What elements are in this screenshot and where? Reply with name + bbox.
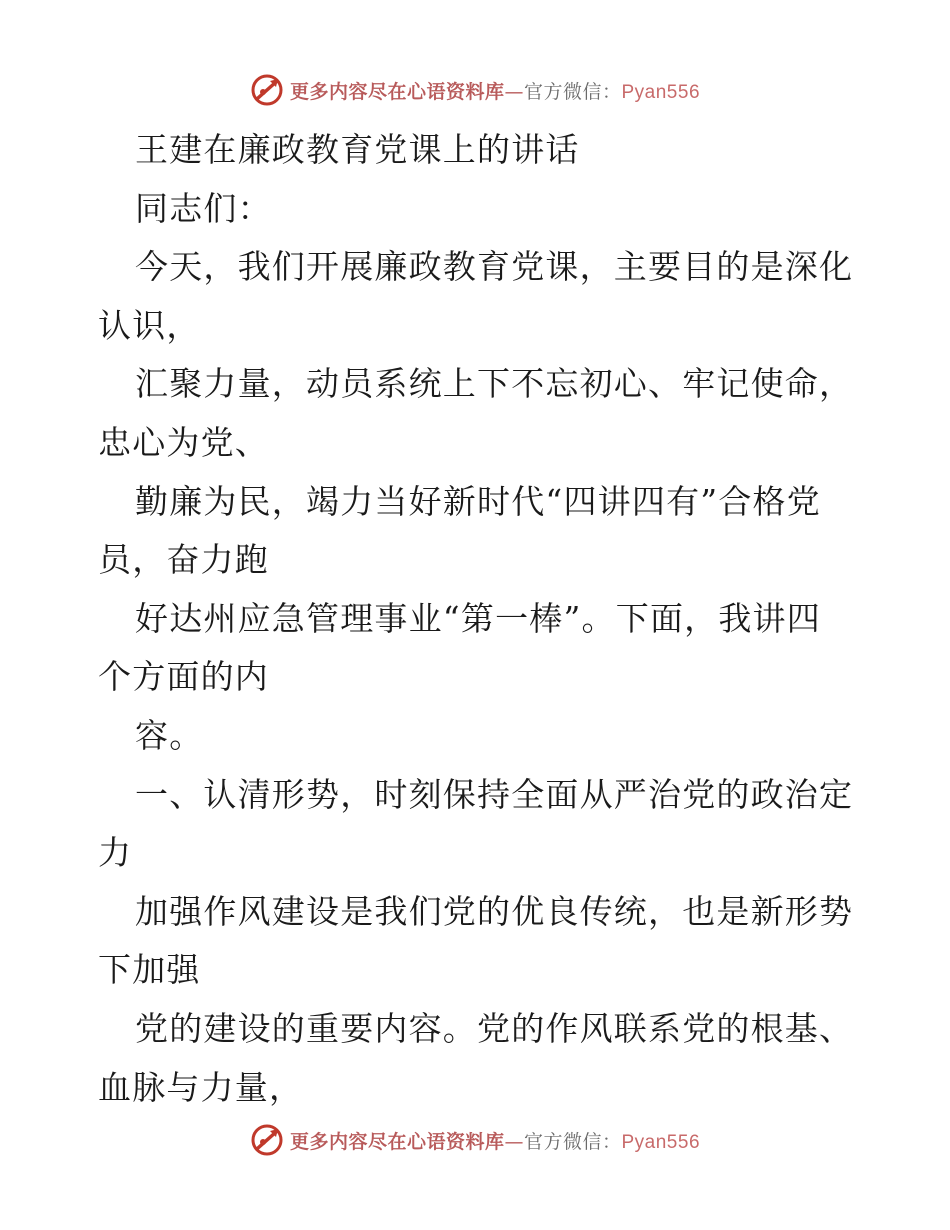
section-heading: 力 xyxy=(98,833,133,873)
banner-separator: — xyxy=(504,80,524,103)
paragraph-line: 党的建设的重要内容。党的作风联系党的根基、 xyxy=(135,1008,854,1048)
banner-main-text: 更多内容尽在心语资料库 xyxy=(289,80,505,103)
banner-wechat-id: Pyan556 xyxy=(621,81,701,103)
paragraph-line: 容。 xyxy=(135,715,204,755)
paragraph-line: 下加强 xyxy=(98,950,201,990)
paragraph-line: 员，奋力跑 xyxy=(98,540,269,580)
brand-logo-icon xyxy=(250,73,284,107)
banner-text xyxy=(290,1127,700,1154)
paragraph-line: 个方面的内 xyxy=(98,657,269,697)
footer-banner xyxy=(0,1120,950,1160)
banner-wechat-label: 官方微信： xyxy=(523,1130,622,1153)
banner-main-text: 更多内容尽在心语资料库 xyxy=(289,1130,505,1153)
header-banner xyxy=(0,70,950,110)
salutation: 同志们： xyxy=(135,188,272,228)
banner-wechat-label: 官方微信： xyxy=(523,80,622,103)
section-heading: 一、认清形势，时刻保持全面从严治党的政治定 xyxy=(135,774,854,814)
banner-separator: — xyxy=(504,1130,524,1153)
paragraph-line: 加强作风建设是我们党的优良传统，也是新形势 xyxy=(135,891,854,931)
paragraph-line: 勤廉为民，竭力当好新时代“四讲四有”合格党 xyxy=(135,481,821,521)
banner-wechat-id: Pyan556 xyxy=(621,1131,701,1153)
banner-text xyxy=(290,77,700,104)
paragraph-line: 认识， xyxy=(98,305,201,345)
paragraph-line: 汇聚力量，动员系统上下不忘初心、牢记使命， xyxy=(135,364,854,404)
document-title: 王建在廉政教育党课上的讲话 xyxy=(135,130,580,169)
document-body xyxy=(98,121,858,1117)
paragraph-line: 忠心为党、 xyxy=(98,422,269,462)
brand-logo-icon xyxy=(250,1123,284,1157)
paragraph-line: 今天，我们开展廉政教育党课，主要目的是深化 xyxy=(135,247,854,287)
paragraph-line: 好达州应急管理事业“第一棒”。下面，我讲四 xyxy=(135,598,821,638)
paragraph-line: 血脉与力量， xyxy=(98,1067,304,1107)
